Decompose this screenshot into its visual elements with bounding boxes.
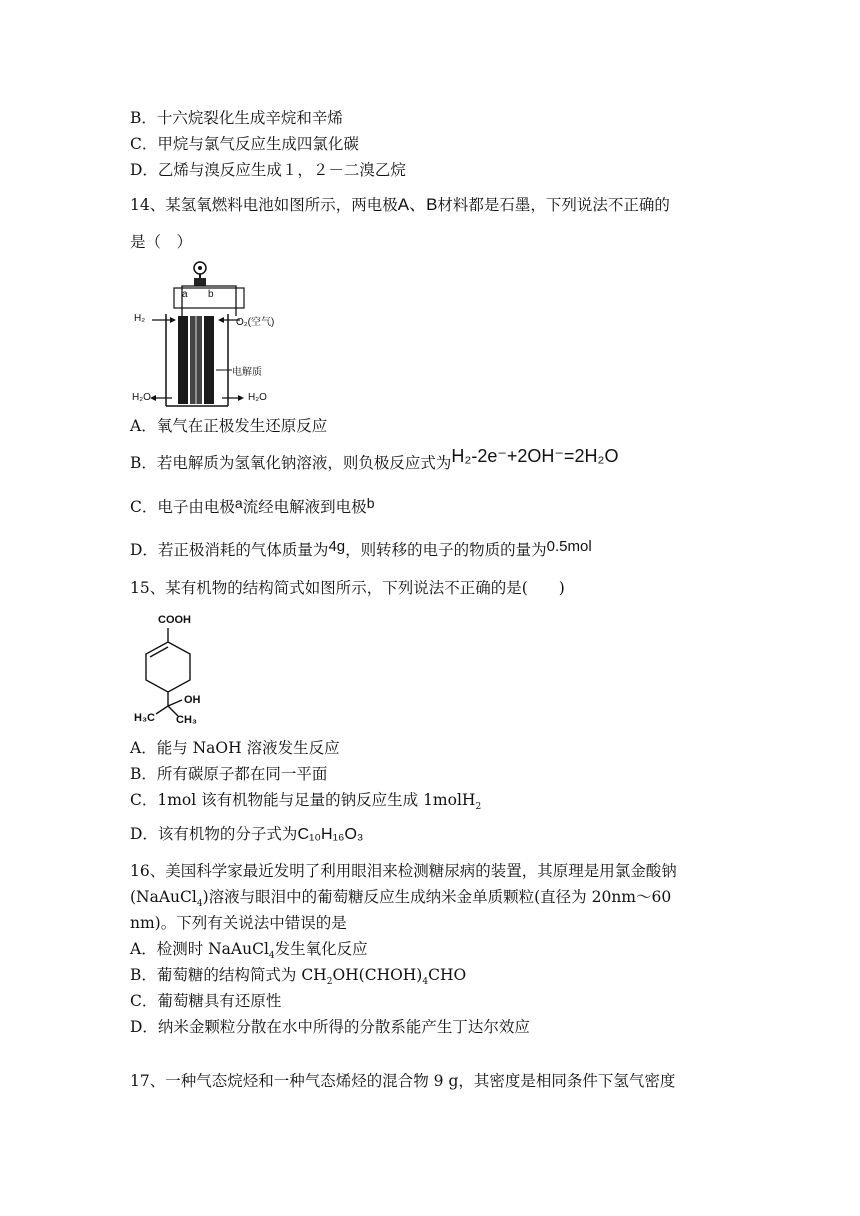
- q14-option-d-part1: D．若正极消耗的气体质量为: [130, 541, 329, 559]
- q13-option-b: B．十六烷裂化生成辛烷和辛烯: [130, 109, 343, 127]
- q14-option-d: [130, 540, 592, 561]
- q16-line2-part2: )溶液与眼泪中的葡萄糖反应生成纳米金单质颗粒(直径为 20nm～60: [202, 888, 672, 906]
- label-ch3: CH₃: [176, 714, 197, 726]
- label-h2o-right: H₂O: [248, 392, 267, 403]
- q14-option-c-electrode-a: a: [234, 495, 243, 511]
- molecule-structure-diagram: [132, 610, 222, 730]
- q14-stem-part2: 材料都是石墨，下列说法不正确的: [437, 196, 670, 214]
- q14-option-b: [130, 446, 619, 473]
- arrow-o2-in: [218, 317, 224, 323]
- q15-option-b: B．所有碳原子都在同一平面: [130, 765, 328, 783]
- double-bond: [150, 647, 168, 657]
- arrow-h2o-right-out: [238, 395, 244, 401]
- label-h2o-left: H₂O: [132, 392, 151, 403]
- q14-option-a: A．氧气在正极发生还原反应: [130, 417, 328, 435]
- fuel-cell-diagram: [132, 258, 282, 408]
- q16-line3: nm)。下列有关说法中错误的是: [130, 914, 347, 932]
- label-o2: O₂(空气): [236, 317, 275, 328]
- arrow-h2-in: [170, 317, 176, 323]
- q14-option-c-part2: 流经电解液到电极: [242, 498, 367, 516]
- q16-line2: [130, 887, 671, 914]
- q16-option-b-part2: OH(CHOH): [332, 966, 423, 984]
- label-electrode-a: a: [182, 289, 188, 300]
- q15-option-d-formula: C₁₀H₁₆O₃: [297, 826, 364, 843]
- q16-line1: 16、美国科学家最近发明了利用眼泪来检测糖尿病的装置，其原理是用氯金酸钠: [130, 862, 677, 880]
- q14-stem-electrodes: A、B: [397, 195, 438, 214]
- q16-option-b-sub2: 4: [422, 977, 429, 988]
- bulb-filament: [198, 266, 202, 270]
- q16-option-b-part1: B．葡萄糖的结构简式为 CH: [130, 966, 327, 984]
- q16-option-d: D．纳米金颗粒分散在水中所得的分散系能产生丁达尔效应: [130, 1018, 530, 1036]
- q15-option-d-text: D．该有机物的分子式为: [130, 825, 298, 843]
- q16-line2-part1: (NaAuCl: [130, 888, 197, 906]
- label-electrode-b: b: [208, 289, 214, 300]
- label-cooh: COOH: [158, 614, 191, 626]
- electrode-a: [178, 316, 188, 404]
- q14-option-b-equation: H₂-2e⁻+2OH⁻=2H₂O: [451, 446, 619, 466]
- q14-option-c: [130, 497, 374, 517]
- bulb-base: [194, 278, 206, 286]
- q14-stem-part1: 14、某氢氧燃料电池如图所示，两电极: [130, 196, 398, 214]
- q13-option-c: C．甲烷与氯气反应生成四氯化碳: [130, 135, 359, 153]
- electrode-b: [204, 316, 214, 404]
- q15-option-c-sub: 2: [475, 802, 482, 813]
- q16-option-a-sub: 4: [268, 951, 275, 962]
- q16-option-a-part1: A．检测时 NaAuCl: [130, 940, 269, 958]
- q15-option-c-text: C．1mol 该有机物能与足量的钠反应生成 1molH: [130, 791, 476, 809]
- q14-stem: [130, 195, 670, 215]
- q16-option-a-part2: 发生氧化反应: [274, 940, 368, 958]
- cyclohexene-ring: [146, 642, 190, 692]
- q16-option-b-part3: CHO: [428, 966, 467, 984]
- q14-option-d-mass: 4g: [328, 538, 346, 555]
- q14-option-b-text: B．若电解质为氢氧化钠溶液，则负极反应式为: [130, 454, 452, 472]
- label-oh: OH: [184, 694, 201, 706]
- q16-line2-sub: 4: [196, 899, 203, 910]
- label-electrolyte: 电解质: [232, 367, 262, 378]
- q14-stem-line2: 是（ ）: [130, 233, 193, 251]
- q15-option-a: A．能与 NaOH 溶液发生反应: [130, 739, 340, 757]
- label-h3c: H₃C: [134, 712, 155, 724]
- q15-option-c: [130, 790, 481, 817]
- q13-option-d: D．乙烯与溴反应生成１，２－二溴乙烷: [130, 161, 406, 179]
- q14-option-c-part1: C．电子由电极: [130, 498, 235, 516]
- q17-line1: 17、一种气态烷烃和一种气态烯烃的混合物 9 g，其密度是相同条件下氢气密度: [130, 1072, 676, 1090]
- q16-option-c: C．葡萄糖具有还原性: [130, 992, 282, 1010]
- label-h2: H₂: [134, 313, 146, 324]
- fuel-cell-svg: [132, 258, 282, 408]
- q15-option-d: [130, 824, 363, 845]
- q14-option-d-mol: 0.5mol: [546, 538, 592, 555]
- q16-option-b: [130, 965, 466, 992]
- q16-option-b-sub1: 2: [326, 977, 333, 988]
- q16-option-a: [130, 939, 368, 966]
- q14-option-c-electrode-b: b: [366, 495, 375, 511]
- q15-stem: 15、某有机物的结构简式如图所示，下列说法不正确的是( ): [130, 579, 565, 597]
- q14-option-d-part2: ，则转移的电子的物质的量为: [345, 541, 547, 559]
